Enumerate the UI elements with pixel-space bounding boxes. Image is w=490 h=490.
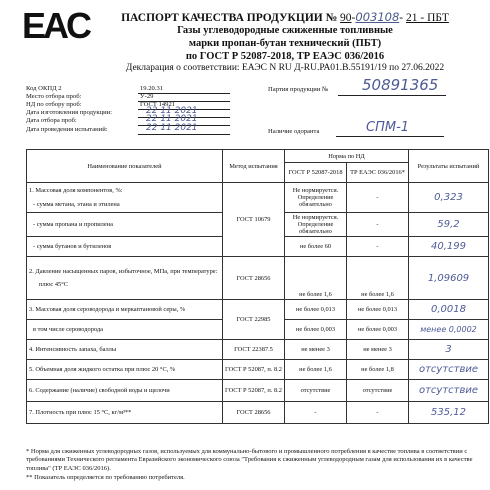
- row7-name: 7. Плотность при плюс 15 °С, кг/м³**: [27, 402, 223, 424]
- nd-label: НД по отбору проб:: [26, 101, 82, 108]
- footnote-1: * Норма для сжиженных углеводородных газов, используемых для коммунально-бытового и промышленного потребления в качестве топлива в соответствии с требованиями Технического регламента Евразийского экономического союза "Требования к сжиженным углеводородным газам для использования их в качестве топлива" (ТР ЕАЭС 036/2016).: [26, 448, 473, 472]
- passport-number-handwritten: 003108: [355, 10, 400, 24]
- row4-gost: не менее 3: [285, 340, 347, 360]
- row3-result: 0,0018: [409, 300, 489, 320]
- row7-result: 535,12: [409, 402, 489, 424]
- nd-value: ГОСТ 14921: [140, 101, 176, 108]
- header-norm: Норма по НД: [285, 150, 409, 163]
- row5-name: 5. Объемная доля жидкого остатка при плюс 20 °С, %: [27, 360, 223, 380]
- row3b-result: менее 0,0002: [409, 320, 489, 340]
- row6-method: ГОСТ Р 52087, п. 8.2: [223, 380, 285, 402]
- row6-result: отсутствие: [409, 380, 489, 402]
- row1b-result: 59,2: [409, 213, 489, 237]
- production-date-value: 22 11 2021: [146, 106, 198, 116]
- production-date-label: Дата изготовления продукции:: [26, 109, 112, 116]
- row1a-tr: -: [347, 183, 409, 213]
- row3-method: ГОСТ 22985: [223, 300, 285, 340]
- row1c-gost: не более 60: [285, 237, 347, 257]
- test-date-value: 22 11 2021: [146, 123, 198, 133]
- okpd-value: 19.20.31: [140, 85, 164, 92]
- odorant-line: [336, 136, 444, 137]
- row3-gost: не более 0,013: [285, 300, 347, 320]
- row5-gost: не более 1,6: [285, 360, 347, 380]
- row1-title: 1. Массовая доля компонентов, %:: [29, 187, 123, 194]
- row2-name: [27, 257, 223, 300]
- product-standard: по ГОСТ Р 52087-2018, ТР ЕАЭС 036/2016: [185, 51, 385, 62]
- row4-result: 3: [409, 340, 489, 360]
- sampling-date-label: Дата отбора проб:: [26, 117, 77, 124]
- row1b-name: - сумма пропана и пропилена: [27, 213, 223, 237]
- odorant-label: Наличие одоранта: [268, 128, 320, 135]
- row1b-tr: -: [347, 213, 409, 237]
- header-results: Результаты испытаний: [409, 150, 489, 183]
- row3-tr: не более 0,013: [347, 300, 409, 320]
- row4-tr: не менее 3: [347, 340, 409, 360]
- row2-title: 2. Давление насыщенных паров, избыточное, МПа, при температуре:: [29, 268, 218, 275]
- row1c-name: - сумма бутанов и бутиленов: [27, 237, 223, 257]
- row3b-name: в том числе сероводорода: [27, 320, 223, 340]
- row1-name: [27, 183, 223, 213]
- row6-tr: отсутствие: [347, 380, 409, 402]
- row1-method: ГОСТ 10679: [223, 183, 285, 257]
- header-tr: ТР ЕАЭС 036/2016*: [347, 163, 409, 183]
- row7-gost: -: [285, 402, 347, 424]
- batch-line: [338, 95, 446, 96]
- header-gost: ГОСТ Р 52087-2018: [285, 163, 347, 183]
- passport-title: ПАСПОРТ КАЧЕСТВА ПРОДУКЦИИ № 90-003108- 21 - ПБТ: [121, 10, 449, 24]
- batch-value: 50891365: [362, 76, 439, 94]
- header-method: Метод испытания: [223, 150, 285, 183]
- row5-result: отсутствие: [409, 360, 489, 380]
- row7-method: ГОСТ 28656: [223, 402, 285, 424]
- product-name: Газы углеводородные сжиженные топливные: [177, 25, 393, 36]
- row6-gost: отсутствие: [285, 380, 347, 402]
- row2-method: ГОСТ 28656: [223, 257, 285, 300]
- row3b-tr: не более 0,003: [347, 320, 409, 340]
- sampling-date-value: 22 11 2021: [146, 114, 198, 124]
- batch-label: Партия продукции №: [268, 86, 329, 93]
- product-grade: марки пропан-бутан технический (ПБТ): [188, 38, 382, 49]
- okpd-label: Код ОКПД 2: [26, 85, 62, 92]
- row1c-result: 40,199: [409, 237, 489, 257]
- odorant-value: СПМ-1: [366, 120, 410, 135]
- row2-sub: плюс 45°С: [39, 281, 69, 288]
- footnote-2: ** Показатель определяется по требованию потребителя.: [26, 474, 185, 481]
- header-name: Наименование показателей: [27, 150, 223, 183]
- row5-method: ГОСТ Р 52087, п. 8.2: [223, 360, 285, 380]
- row1b-gost: Не нормируется. Определение обязательно: [285, 213, 347, 237]
- row1a-result: 0,323: [409, 183, 489, 213]
- row4-method: ГОСТ 22387.5: [223, 340, 285, 360]
- quality-table: [26, 149, 489, 424]
- row5-tr: не более 1,8: [347, 360, 409, 380]
- row6-name: 6. Содержание (наличие) свободной воды и щелочи: [27, 380, 223, 402]
- row1a-name: - сумма метана, этана и этилена: [33, 201, 120, 208]
- declaration: Декларация о соответствии: ЕАЭС N RU Д-RU.РА01.В.55191/19 по 27.06.2022: [125, 63, 445, 73]
- row2-gost: не более 1,6: [285, 257, 347, 300]
- test-date-line: [138, 134, 230, 135]
- row3-name: 3. Массовая доля сероводорода и меркаптановой серы, %: [27, 300, 223, 320]
- row2-tr: не более 1,6: [347, 257, 409, 300]
- eac-logo: EAC: [22, 5, 90, 46]
- row4-name: 4. Интенсивность запаха, баллы: [27, 340, 223, 360]
- row1c-tr: -: [347, 237, 409, 257]
- place-value: У-29: [140, 93, 154, 100]
- row3b-gost: не более 0,003: [285, 320, 347, 340]
- place-label: Место отбора проб:: [26, 93, 82, 100]
- row2-result: 1,09609: [409, 257, 489, 300]
- row1a-gost: Не нормируется. Определение обязательно: [285, 183, 347, 213]
- test-date-label: Дата проведения испытаний:: [26, 126, 108, 133]
- row7-tr: -: [347, 402, 409, 424]
